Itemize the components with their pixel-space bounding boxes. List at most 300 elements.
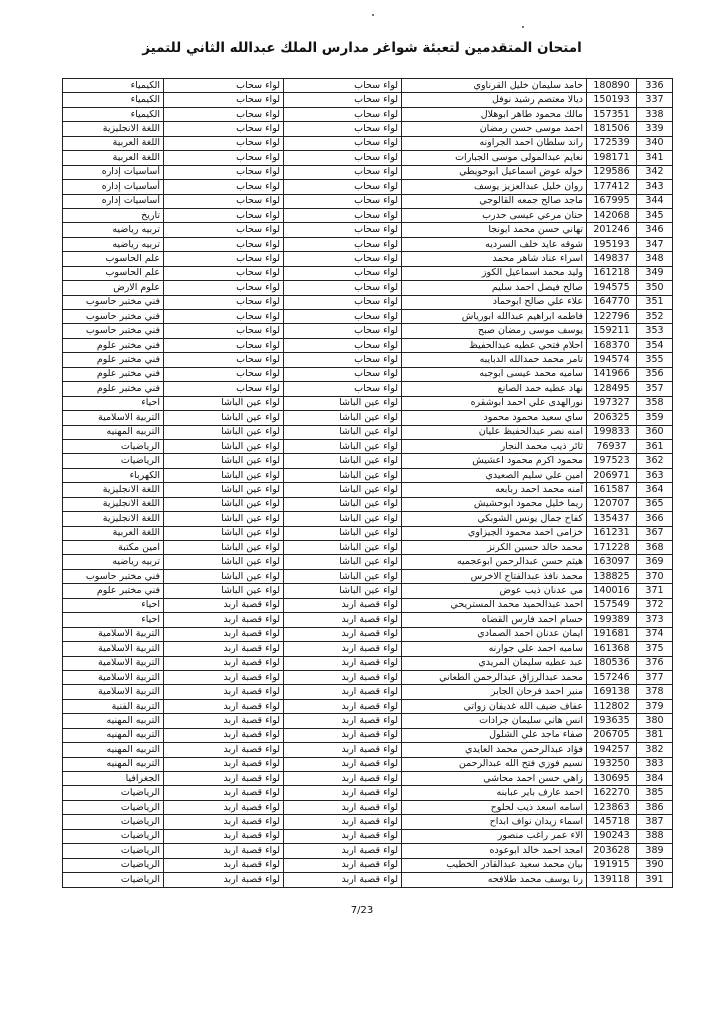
directorate-cell: لواء قصبة اربد xyxy=(164,757,284,771)
seq-cell: 347 xyxy=(637,237,673,251)
applicant-id-cell: 149837 xyxy=(587,252,637,266)
applicant-id-cell: 161218 xyxy=(587,266,637,280)
seq-cell: 360 xyxy=(637,425,673,439)
specialization-cell: الجغرافيا xyxy=(63,772,164,786)
region-cell: لواء عين الباشا xyxy=(284,468,402,482)
directorate-cell: لواء سحاب xyxy=(164,338,284,352)
applicant-name-cell: حسام احمد فارس القضاه xyxy=(402,613,587,627)
seq-cell: 381 xyxy=(637,728,673,742)
table-row xyxy=(63,786,673,800)
specialization-cell: علم الحاسوب xyxy=(63,252,164,266)
applicant-id-cell: 171228 xyxy=(587,541,637,555)
region-cell: لواء عين الباشا xyxy=(284,512,402,526)
seq-cell: 336 xyxy=(637,79,673,93)
specialization-cell: الكيمياء xyxy=(63,93,164,107)
directorate-cell: لواء سحاب xyxy=(164,367,284,381)
applicant-name-cell: مي عدنان ذيب عوض xyxy=(402,584,587,598)
seq-cell: 377 xyxy=(637,670,673,684)
applicant-name-cell: نورالهدى علي احمد ابوشقره xyxy=(402,396,587,410)
applicant-name-cell: نسيم فوزي فتح الله عبدالرحمن xyxy=(402,757,587,771)
applicant-id-cell: 193635 xyxy=(587,714,637,728)
applicant-name-cell: الاء عمر راغب منصور xyxy=(402,829,587,843)
directorate-cell: لواء قصبة اربد xyxy=(164,844,284,858)
seq-cell: 364 xyxy=(637,483,673,497)
specialization-cell: التربية الاسلامية xyxy=(63,411,164,425)
applicant-name-cell: اسامه اسعد ذيب لحلوح xyxy=(402,800,587,814)
specialization-cell: اللغة الانجليزية xyxy=(63,497,164,511)
applicant-id-cell: 140016 xyxy=(587,584,637,598)
specialization-cell: التربيه المهنيه xyxy=(63,714,164,728)
applicant-id-cell: 138825 xyxy=(587,569,637,583)
seq-cell: 337 xyxy=(637,93,673,107)
seq-cell: 355 xyxy=(637,353,673,367)
applicant-name-cell: عفاف ضيف الله غديفان زواتي xyxy=(402,699,587,713)
applicant-id-cell: 191915 xyxy=(587,858,637,872)
applicant-id-cell: 162270 xyxy=(587,786,637,800)
seq-cell: 387 xyxy=(637,815,673,829)
applicant-name-cell: عبد عطيه سليمان المريدي xyxy=(402,656,587,670)
directorate-cell: لواء سحاب xyxy=(164,79,284,93)
table-row xyxy=(63,136,673,150)
directorate-cell: لواء سحاب xyxy=(164,208,284,222)
applicant-name-cell: انس هاني سليمان جرادات xyxy=(402,714,587,728)
seq-cell: 340 xyxy=(637,136,673,150)
applicant-name-cell: علاء علي صالح ابوحماد xyxy=(402,295,587,309)
seq-cell: 348 xyxy=(637,252,673,266)
applicant-name-cell: فاطمه ابراهيم عبدالله ابورياش xyxy=(402,310,587,324)
specialization-cell: التربيه المهنيه xyxy=(63,743,164,757)
table-row xyxy=(63,382,673,396)
seq-cell: 374 xyxy=(637,627,673,641)
directorate-cell: لواء سحاب xyxy=(164,93,284,107)
seq-cell: 388 xyxy=(637,829,673,843)
seq-cell: 369 xyxy=(637,555,673,569)
applicant-name-cell: احمد عارف باير عبابنه xyxy=(402,786,587,800)
specialization-cell: الرياضيات xyxy=(63,873,164,887)
applicant-id-cell: 195193 xyxy=(587,237,637,251)
table-row xyxy=(63,338,673,352)
applicant-name-cell: امجد احمد خالد ابوعوده xyxy=(402,844,587,858)
table-row xyxy=(63,122,673,136)
applicant-name-cell: تهاني حسن محمد ابونجا xyxy=(402,223,587,237)
table-row xyxy=(63,642,673,656)
specialization-cell: التربيه المهنيه xyxy=(63,728,164,742)
table-row xyxy=(63,743,673,757)
directorate-cell: لواء سحاب xyxy=(164,310,284,324)
applicant-id-cell: 112802 xyxy=(587,699,637,713)
seq-cell: 357 xyxy=(637,382,673,396)
applicant-id-cell: 197327 xyxy=(587,396,637,410)
seq-cell: 373 xyxy=(637,613,673,627)
region-cell: لواء قصبة اربد xyxy=(284,670,402,684)
applicant-name-cell: ريما خليل محمود ابوحشيش xyxy=(402,497,587,511)
applicant-id-cell: 206971 xyxy=(587,468,637,482)
seq-cell: 358 xyxy=(637,396,673,410)
specialization-cell: الرياضيات xyxy=(63,844,164,858)
applicant-name-cell: حامد سليمان خليل القرناوي xyxy=(402,79,587,93)
table-row xyxy=(63,93,673,107)
table-row xyxy=(63,367,673,381)
table-row xyxy=(63,454,673,468)
table-row xyxy=(63,165,673,179)
page-title: امتحان المتقدمين لتعبئة شواغر مدارس الملك عبدالله الثاني للتميز xyxy=(142,40,582,56)
seq-cell: 389 xyxy=(637,844,673,858)
applicant-id-cell: 167995 xyxy=(587,194,637,208)
specialization-cell: فني مختبر علوم xyxy=(63,338,164,352)
directorate-cell: لواء قصبة اربد xyxy=(164,613,284,627)
region-cell: لواء عين الباشا xyxy=(284,541,402,555)
applicant-id-cell: 181506 xyxy=(587,122,637,136)
scan-speck xyxy=(372,14,374,16)
table-row xyxy=(63,266,673,280)
specialization-cell: فني مختبر علوم xyxy=(63,382,164,396)
directorate-cell: لواء عين الباشا xyxy=(164,396,284,410)
region-cell: لواء سحاب xyxy=(284,281,402,295)
directorate-cell: لواء قصبة اربد xyxy=(164,743,284,757)
applicant-id-cell: 194257 xyxy=(587,743,637,757)
applicant-id-cell: 161587 xyxy=(587,483,637,497)
seq-cell: 359 xyxy=(637,411,673,425)
region-cell: لواء عين الباشا xyxy=(284,584,402,598)
specialization-cell: فني مختبر علوم xyxy=(63,367,164,381)
seq-cell: 391 xyxy=(637,873,673,887)
applicant-name-cell: زاهي حسن احمد محاشي xyxy=(402,772,587,786)
seq-cell: 367 xyxy=(637,526,673,540)
seq-cell: 351 xyxy=(637,295,673,309)
region-cell: لواء قصبة اربد xyxy=(284,844,402,858)
directorate-cell: لواء عين الباشا xyxy=(164,584,284,598)
directorate-cell: لواء سحاب xyxy=(164,295,284,309)
directorate-cell: لواء قصبة اربد xyxy=(164,873,284,887)
region-cell: لواء قصبة اربد xyxy=(284,815,402,829)
region-cell: لواء سحاب xyxy=(284,93,402,107)
applicant-name-cell: رنا يوسف محمد طلافحه xyxy=(402,873,587,887)
seq-cell: 382 xyxy=(637,743,673,757)
table-row xyxy=(63,252,673,266)
specialization-cell: تربيه رياضيه xyxy=(63,237,164,251)
region-cell: لواء سحاب xyxy=(284,165,402,179)
applicant-name-cell: حنان مرعي عيسى حدرب xyxy=(402,208,587,222)
applicant-id-cell: 206325 xyxy=(587,411,637,425)
specialization-cell: احياء xyxy=(63,598,164,612)
table-row xyxy=(63,425,673,439)
specialization-cell: التربية الاسلامية xyxy=(63,670,164,684)
table-row xyxy=(63,772,673,786)
specialization-cell: التربيه المهنيه xyxy=(63,757,164,771)
applicant-name-cell: بيان محمد سعيد عبدالقادر الخطيب xyxy=(402,858,587,872)
seq-cell: 378 xyxy=(637,685,673,699)
specialization-cell: فني مختبر علوم xyxy=(63,353,164,367)
seq-cell: 361 xyxy=(637,439,673,453)
directorate-cell: لواء عين الباشا xyxy=(164,411,284,425)
region-cell: لواء سحاب xyxy=(284,295,402,309)
region-cell: لواء سحاب xyxy=(284,136,402,150)
directorate-cell: لواء سحاب xyxy=(164,122,284,136)
specialization-cell: اللغة الانجليزية xyxy=(63,512,164,526)
region-cell: لواء قصبة اربد xyxy=(284,829,402,843)
specialization-cell: الرياضيات xyxy=(63,800,164,814)
region-cell: لواء سحاب xyxy=(284,180,402,194)
specialization-cell: اللغة الانجليزية xyxy=(63,483,164,497)
specialization-cell: الرياضيات xyxy=(63,786,164,800)
table-row xyxy=(63,497,673,511)
specialization-cell: أساسيات إداره xyxy=(63,194,164,208)
specialization-cell: اللغة العربية xyxy=(63,136,164,150)
directorate-cell: لواء قصبة اربد xyxy=(164,627,284,641)
applicant-name-cell: ايمان عدنان احمد الصمادي xyxy=(402,627,587,641)
table-row xyxy=(63,728,673,742)
specialization-cell: امين مكتبة xyxy=(63,541,164,555)
specialization-cell: علوم الارض xyxy=(63,281,164,295)
applicant-id-cell: 159211 xyxy=(587,324,637,338)
table-row xyxy=(63,670,673,684)
table-row xyxy=(63,310,673,324)
seq-cell: 379 xyxy=(637,699,673,713)
region-cell: لواء سحاب xyxy=(284,324,402,338)
region-cell: لواء عين الباشا xyxy=(284,425,402,439)
table-row xyxy=(63,815,673,829)
specialization-cell: تاريخ xyxy=(63,208,164,222)
table-row xyxy=(63,656,673,670)
applicant-name-cell: ساي سعيد محمود محمود xyxy=(402,411,587,425)
applicant-id-cell: 197523 xyxy=(587,454,637,468)
applicant-id-cell: 135437 xyxy=(587,512,637,526)
region-cell: لواء سحاب xyxy=(284,208,402,222)
specialization-cell: التربية الاسلامية xyxy=(63,642,164,656)
applicant-id-cell: 120707 xyxy=(587,497,637,511)
applicant-name-cell: هيثم حسن عبدالرحمن ابوعجميه xyxy=(402,555,587,569)
region-cell: لواء عين الباشا xyxy=(284,555,402,569)
directorate-cell: لواء عين الباشا xyxy=(164,439,284,453)
applicant-name-cell: خوله عوض اسماعيل ابوحويطي xyxy=(402,165,587,179)
seq-cell: 350 xyxy=(637,281,673,295)
applicant-id-cell: 193250 xyxy=(587,757,637,771)
applicant-name-cell: مالك محمود طاهر ابوهلال xyxy=(402,107,587,121)
directorate-cell: لواء قصبة اربد xyxy=(164,714,284,728)
table-row xyxy=(63,569,673,583)
region-cell: لواء سحاب xyxy=(284,266,402,280)
specialization-cell: فني مختبر حاسوب xyxy=(63,324,164,338)
directorate-cell: لواء قصبة اربد xyxy=(164,772,284,786)
applicant-name-cell: احلام فتحي عطيه عبدالحفيظ xyxy=(402,338,587,352)
table-row xyxy=(63,858,673,872)
seq-cell: 342 xyxy=(637,165,673,179)
specialization-cell: أساسيات إداره xyxy=(63,180,164,194)
applicant-name-cell: ديالا معتصم رشيد نوفل xyxy=(402,93,587,107)
table-row xyxy=(63,295,673,309)
specialization-cell: تربيه رياضيه xyxy=(63,555,164,569)
directorate-cell: لواء سحاب xyxy=(164,194,284,208)
table-row xyxy=(63,237,673,251)
table-row xyxy=(63,699,673,713)
seq-cell: 353 xyxy=(637,324,673,338)
applicant-id-cell: 172539 xyxy=(587,136,637,150)
seq-cell: 356 xyxy=(637,367,673,381)
specialization-cell: فني مختبر حاسوب xyxy=(63,310,164,324)
applicants-table xyxy=(62,78,673,888)
seq-cell: 380 xyxy=(637,714,673,728)
directorate-cell: لواء قصبة اربد xyxy=(164,685,284,699)
applicant-name-cell: احمد موسى حسن رمضان xyxy=(402,122,587,136)
applicant-name-cell: شوقه عايد خلف السرديه xyxy=(402,237,587,251)
specialization-cell: تربيه رياضيه xyxy=(63,223,164,237)
seq-cell: 345 xyxy=(637,208,673,222)
specialization-cell: فني مختبر حاسوب xyxy=(63,569,164,583)
seq-cell: 341 xyxy=(637,151,673,165)
directorate-cell: لواء قصبة اربد xyxy=(164,786,284,800)
directorate-cell: لواء سحاب xyxy=(164,237,284,251)
applicant-name-cell: آمنه محمد احمد ربابعه xyxy=(402,483,587,497)
applicant-name-cell: امين علي سليم الصعيدي xyxy=(402,468,587,482)
applicant-name-cell: روان خليل عبدالعزيز يوسف xyxy=(402,180,587,194)
applicant-id-cell: 161368 xyxy=(587,642,637,656)
region-cell: لواء سحاب xyxy=(284,107,402,121)
directorate-cell: لواء عين الباشا xyxy=(164,512,284,526)
seq-cell: 343 xyxy=(637,180,673,194)
applicant-id-cell: 123863 xyxy=(587,800,637,814)
region-cell: لواء قصبة اربد xyxy=(284,613,402,627)
applicant-id-cell: 139118 xyxy=(587,873,637,887)
page-number: 7/23 xyxy=(350,905,374,916)
directorate-cell: لواء سحاب xyxy=(164,107,284,121)
table-row xyxy=(63,411,673,425)
applicant-name-cell: راند سلطان احمد الجراونه xyxy=(402,136,587,150)
directorate-cell: لواء سحاب xyxy=(164,151,284,165)
region-cell: لواء عين الباشا xyxy=(284,569,402,583)
applicant-name-cell: صفاء ماجد علي الشلول xyxy=(402,728,587,742)
region-cell: لواء قصبة اربد xyxy=(284,598,402,612)
directorate-cell: لواء سحاب xyxy=(164,136,284,150)
table-row xyxy=(63,714,673,728)
scan-speck xyxy=(522,26,524,28)
specialization-cell: التربية الاسلامية xyxy=(63,627,164,641)
table-row xyxy=(63,512,673,526)
applicant-name-cell: نهاد عطيه حمد الصانع xyxy=(402,382,587,396)
specialization-cell: اللغة العربية xyxy=(63,526,164,540)
table-row xyxy=(63,598,673,612)
seq-cell: 371 xyxy=(637,584,673,598)
table-row xyxy=(63,584,673,598)
table-row xyxy=(63,396,673,410)
applicant-name-cell: كفاح جمال يونس الشوبكي xyxy=(402,512,587,526)
region-cell: لواء قصبة اربد xyxy=(284,642,402,656)
directorate-cell: لواء سحاب xyxy=(164,180,284,194)
specialization-cell: الرياضيات xyxy=(63,815,164,829)
region-cell: لواء قصبة اربد xyxy=(284,627,402,641)
applicant-name-cell: محمود اكرم محمود اعشيش xyxy=(402,454,587,468)
applicant-name-cell: نعايم عبدالمولى موسى الجبارات xyxy=(402,151,587,165)
region-cell: لواء قصبة اربد xyxy=(284,714,402,728)
applicant-name-cell: ثائر ذيب محمد النجار xyxy=(402,439,587,453)
applicant-id-cell: 129586 xyxy=(587,165,637,179)
directorate-cell: لواء سحاب xyxy=(164,324,284,338)
region-cell: لواء قصبة اربد xyxy=(284,772,402,786)
specialization-cell: فني مختبر علوم xyxy=(63,584,164,598)
seq-cell: 383 xyxy=(637,757,673,771)
directorate-cell: لواء سحاب xyxy=(164,252,284,266)
region-cell: لواء عين الباشا xyxy=(284,483,402,497)
table-row xyxy=(63,439,673,453)
directorate-cell: لواء قصبة اربد xyxy=(164,699,284,713)
applicant-id-cell: 198171 xyxy=(587,151,637,165)
region-cell: لواء قصبة اربد xyxy=(284,873,402,887)
seq-cell: 363 xyxy=(637,468,673,482)
table-row xyxy=(63,555,673,569)
seq-cell: 385 xyxy=(637,786,673,800)
specialization-cell: أساسيات إداره xyxy=(63,165,164,179)
directorate-cell: لواء عين الباشا xyxy=(164,541,284,555)
applicant-name-cell: خزامى احمد محمود الجيزاوي xyxy=(402,526,587,540)
directorate-cell: لواء قصبة اربد xyxy=(164,800,284,814)
applicant-id-cell: 177412 xyxy=(587,180,637,194)
applicant-id-cell: 191681 xyxy=(587,627,637,641)
specialization-cell: الرياضيات xyxy=(63,829,164,843)
seq-cell: 372 xyxy=(637,598,673,612)
seq-cell: 384 xyxy=(637,772,673,786)
specialization-cell: الكهرباء xyxy=(63,468,164,482)
applicant-name-cell: محمد نافذ عبدالفتاح الاخرس xyxy=(402,569,587,583)
table-row xyxy=(63,800,673,814)
region-cell: لواء سحاب xyxy=(284,194,402,208)
region-cell: لواء قصبة اربد xyxy=(284,858,402,872)
directorate-cell: لواء عين الباشا xyxy=(164,425,284,439)
directorate-cell: لواء سحاب xyxy=(164,223,284,237)
directorate-cell: لواء قصبة اربد xyxy=(164,670,284,684)
region-cell: لواء سحاب xyxy=(284,353,402,367)
region-cell: لواء سحاب xyxy=(284,310,402,324)
applicant-id-cell: 128495 xyxy=(587,382,637,396)
region-cell: لواء سحاب xyxy=(284,223,402,237)
table-row xyxy=(63,468,673,482)
seq-cell: 390 xyxy=(637,858,673,872)
directorate-cell: لواء سحاب xyxy=(164,382,284,396)
applicant-id-cell: 145718 xyxy=(587,815,637,829)
table-row xyxy=(63,541,673,555)
directorate-cell: لواء قصبة اربد xyxy=(164,829,284,843)
directorate-cell: لواء عين الباشا xyxy=(164,468,284,482)
seq-cell: 354 xyxy=(637,338,673,352)
directorate-cell: لواء سحاب xyxy=(164,353,284,367)
applicant-name-cell: اسماء زيدان نواف ابداح xyxy=(402,815,587,829)
region-cell: لواء قصبة اربد xyxy=(284,656,402,670)
table-row xyxy=(63,613,673,627)
table-row xyxy=(63,353,673,367)
directorate-cell: لواء عين الباشا xyxy=(164,526,284,540)
region-cell: لواء سحاب xyxy=(284,252,402,266)
seq-cell: 344 xyxy=(637,194,673,208)
applicant-name-cell: وليد محمد اسماعيل الكوز xyxy=(402,266,587,280)
specialization-cell: علم الحاسوب xyxy=(63,266,164,280)
applicant-name-cell: محمد خالد حسين الكرنز xyxy=(402,541,587,555)
table-row xyxy=(63,844,673,858)
region-cell: لواء قصبة اربد xyxy=(284,757,402,771)
seq-cell: 352 xyxy=(637,310,673,324)
applicant-name-cell: صالح فيصل احمد سليم xyxy=(402,281,587,295)
region-cell: لواء قصبة اربد xyxy=(284,699,402,713)
directorate-cell: لواء سحاب xyxy=(164,266,284,280)
table-row xyxy=(63,324,673,338)
applicant-id-cell: 194574 xyxy=(587,353,637,367)
specialization-cell: الكيمياء xyxy=(63,107,164,121)
applicant-id-cell: 190243 xyxy=(587,829,637,843)
table-row xyxy=(63,151,673,165)
applicant-id-cell: 203628 xyxy=(587,844,637,858)
specialization-cell: الرياضيات xyxy=(63,439,164,453)
region-cell: لواء سحاب xyxy=(284,338,402,352)
specialization-cell: الرياضيات xyxy=(63,858,164,872)
applicant-name-cell: ساميه احمد علي جوارنه xyxy=(402,642,587,656)
applicant-id-cell: 199389 xyxy=(587,613,637,627)
